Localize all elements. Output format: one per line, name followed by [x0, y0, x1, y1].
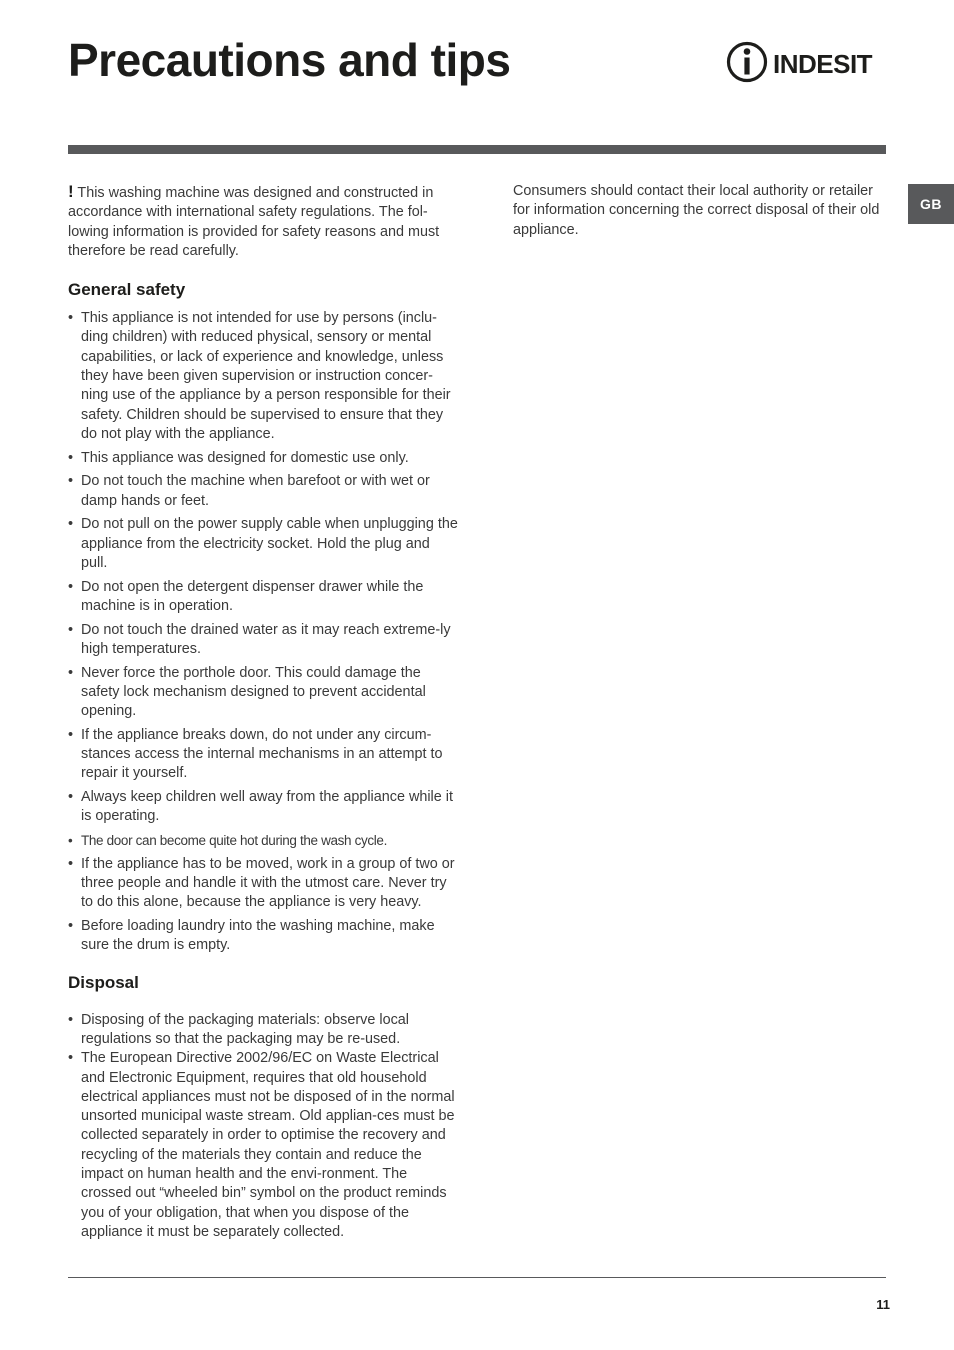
- general-safety-list: [68, 309, 460, 956]
- list-item: • Disposing of the packaging materials: observe local regulations so that the packaging may be re-used.: [68, 1011, 460, 1050]
- intro-paragraph: [68, 182, 460, 261]
- list-item: • This appliance was designed for domestic use only.: [68, 449, 460, 468]
- list-item: • Always keep children well away from the appliance while it is operating.: [68, 788, 460, 827]
- list-item: • The European Directive 2002/96/EC on Waste Electrical and Electronic Equipment, requires that old household electrical appliances must not be disposed of in the normal unsorted municipal waste stream. Old applian-ces must be collected separately in order to optimise the recovery and recycling of the materials they contain and reduce the impact on human health and the envi-ronment. The crossed out “wheeled bin” symbol on the product reminds you of your obligation, that when you dispose of the appliance it must be separately collected.: [68, 1049, 460, 1242]
- list-item: • If the appliance breaks down, do not under any circum-stances access the internal mechanisms in an attempt to repair it yourself.: [68, 726, 460, 784]
- general-safety-heading: General safety: [68, 280, 186, 300]
- list-item: • Never force the porthole door. This could damage the safety lock mechanism designed to prevent accidental opening.: [68, 664, 460, 722]
- list-item: • The door can become quite hot during the wash cycle.: [68, 831, 460, 850]
- list-item: • If the appliance has to be moved, work in a group of two or three people and handle it with the utmost care. Never try to do this alone, because the appliance is very heavy.: [68, 855, 460, 913]
- footer-rule: [68, 1277, 886, 1278]
- page-title: Precautions and tips: [68, 34, 511, 86]
- list-item: • Do not touch the machine when barefoot or with wet or damp hands or feet.: [68, 472, 460, 511]
- list-item: • Before loading laundry into the washing machine, make sure the drum is empty.: [68, 917, 460, 956]
- disposal-contact-paragraph: Consumers should contact their local authority or retailer for information concerning the correct disposal of their old appliance.: [513, 183, 880, 238]
- list-item: • Do not touch the drained water as it may reach extreme-ly high temperatures.: [68, 621, 460, 660]
- warning-mark: !: [68, 182, 74, 201]
- disposal-heading: Disposal: [68, 972, 139, 992]
- list-item: • Do not open the detergent dispenser drawer while the machine is in operation.: [68, 578, 460, 617]
- language-tab: GB: [908, 184, 954, 224]
- page-number: 11: [876, 1297, 890, 1312]
- brand-wordmark: INDESIT: [773, 49, 873, 79]
- intro-text: This washing machine was designed and constructed in accordance with international safety regulations. The fol-lowing information is provided for safety reasons and must therefore be read carefully.: [68, 185, 440, 259]
- title-rule: [68, 145, 886, 154]
- disposal-list: [68, 1011, 460, 1243]
- right-column: [513, 182, 883, 240]
- left-column: [68, 182, 460, 1242]
- list-item: • Do not pull on the power supply cable when unplugging the appliance from the electricity socket. Hold the plug and pull.: [68, 515, 460, 573]
- indesit-logo-icon: [725, 40, 887, 84]
- list-item: • This appliance is not intended for use by persons (inclu-ding children) with reduced physical, sensory or mental capabilities, or lack of experience and knowledge, unless they have been given supervision or instruction concer-ning use of the appliance by a person responsible for their safety. Children should be supervised to ensure that they do not play with the appliance.: [68, 309, 460, 444]
